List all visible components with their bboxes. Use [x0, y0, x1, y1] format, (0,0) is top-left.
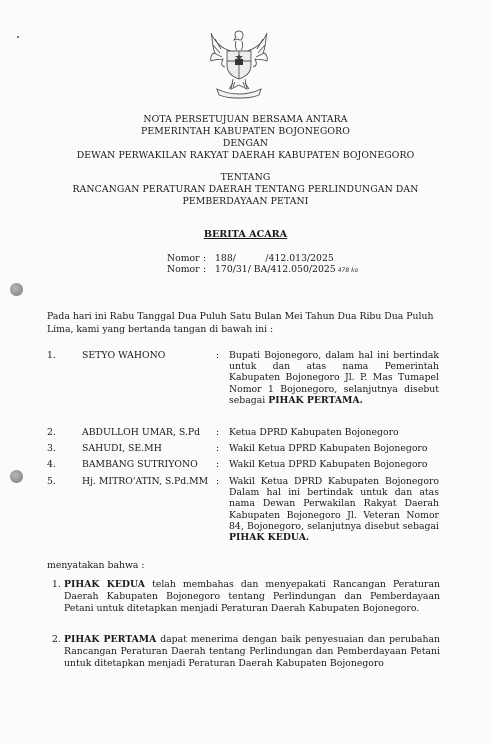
nomor-label: Nomor: [167, 264, 200, 275]
berita-acara-heading: BERITA ACARA: [203, 229, 288, 240]
party-description: Wakil Ketua DPRD Kabupaten Bojonegoro: [229, 459, 428, 470]
party-number: 2.: [47, 427, 56, 438]
party-description: Wakil Ketua DPRD Kabupaten Bojonegoro Dalam hal ini bertindak untuk dan atas nama Dewan Perwakilan Rakyat Daerah Kabupaten Bojonegoro Jl. Veteran Nomor 84, Bojonegoro, selanjutnya disebut sebagai PIHAK KEDUA.: [229, 476, 439, 544]
document-page: NOTA PERSETUJUAN BERSAMA ANTARA PEMERINTAH KABUPATEN BOJONEGORO DENGAN DEWAN PERWAKILAN RAKYAT DAERAH KABUPATEN BOJONEGORO TENTANG RANCANGAN PERATURAN DAERAH TENTANG PERLINDUNGAN DAN PEMBERDAYAAN PETANI BERITA ACARA Nomor : 188/ /412.013/2025 Nomor : 170/31/ BA/412.050/2025 478 ko Pada hari ini Rabu Tanggal Dua Puluh Satu Bulan Mei Tahun Dua Ribu Dua Puluh Lima, kami yang bertanda tangan di bawah ini : 1. SETYO WAHONO : Bupati Bojonegoro, dalam hal ini bertindak untuk dan atas nama Pemerintah Kabupaten Bojonegoro Jl. P. Mas Tumapel Nomor 1 Bojonegoro, selanjutnya disebut sebagai PIHAK PERTAMA. 2. ABDULLOH UMAR, S.Pd : Ketua DPRD Kabupaten Bojonegoro 3. SAHUDI, SE.MH : Wakil Ketua DPRD Kabupaten Bojonegoro 4. BAMBANG SUTRIYONO : Wakil Ketua DPRD Kabupaten Bojonegoro 5. Hj. MITRO'ATIN, S.Pd.MM : Wakil Ketua DPRD Kabupaten Bojonegoro Dalam hal ini bertindak untuk dan atas nama Dewan Perwakilan Rakyat Daerah Kabupaten Bojonegoro Jl. Veteran Nomor 84, Bojonegoro, selanjutnya disebut sebagai PIHAK KEDUA. menyatakan bahwa : 1. PIHAK KEDUA telah membahas dan menyepakati Rancangan Peraturan Daerah Kabupaten Bojonegoro tentang Perlindungan dan Pemberdayaan Petani untuk ditetapkan menjadi Peraturan Daerah Kabupaten Bojonegoro. 2. PIHAK PERTAMA dapat menerima dengan baik penyesuaian dan perubahan Rancangan Peraturan Daerah tentang Perlindungan dan Pemberdayaan Petani untuk ditetapkan menjadi Peraturan Daerah Kabupaten Bojonegoro: [0, 0, 491, 744]
party-name: BAMBANG SUTRIYONO: [82, 459, 198, 470]
item-party: PIHAK PERTAMA: [64, 634, 157, 645]
item-party: PIHAK KEDUA: [64, 579, 146, 590]
title-line-6: RANCANGAN PERATURAN DAERAH TENTANG PERLINDUNGAN DAN: [72, 184, 419, 195]
title-line-1: NOTA PERSETUJUAN BERSAMA ANTARA: [143, 114, 348, 125]
item-text: PIHAK PERTAMA dapat menerima dengan baik penyesuaian dan perubahan Rancangan Peraturan Daerah tentang Perlindungan dan Pemberdayaan Petani untuk ditetapkan menjadi Peraturan Daerah Kabupaten Bojonegoro: [64, 634, 440, 670]
party-description: Ketua DPRD Kabupaten Bojonegoro: [229, 427, 399, 438]
punch-hole-bottom: [10, 470, 23, 483]
title-line-3: DENGAN: [222, 138, 269, 149]
title-line-7: PEMBERDAYAAN PETANI: [182, 196, 309, 207]
party-description: Bupati Bojonegoro, dalam hal ini bertindak untuk dan atas nama Pemerintah Kabupaten Bojonegoro Jl. P. Mas Tumapel Nomor 1 Bojonegoro, selanjutnya disebut sebagai PIHAK PERTAMA.: [229, 350, 439, 406]
party-name: ABDULLOH UMAR, S.Pd: [82, 427, 201, 438]
punch-hole-top: [10, 283, 23, 296]
party-number: 3.: [47, 443, 56, 454]
nomor-line-2: Nomor : 170/31/ BA/412.050/2025 478 ko: [167, 264, 359, 275]
party-name: SETYO WAHONO: [82, 350, 166, 361]
declaration-line: menyatakan bahwa :: [47, 560, 145, 571]
paper-speck: [17, 36, 19, 38]
party-name: SAHUDI, SE.MH: [82, 443, 162, 454]
nomor-value: 188/ /412.013/2025: [215, 253, 334, 264]
title-line-5: TENTANG: [220, 172, 271, 183]
party-number: 4.: [47, 459, 56, 470]
party-number: 5.: [47, 476, 56, 487]
item-number: 1.: [52, 579, 61, 590]
party-name: Hj. MITRO'ATIN, S.Pd.MM: [82, 476, 209, 487]
party-description: Wakil Ketua DPRD Kabupaten Bojonegoro: [229, 443, 428, 454]
party-role: PIHAK PERTAMA.: [268, 394, 363, 406]
garuda-emblem-icon: [205, 27, 273, 99]
item-text: PIHAK KEDUA telah membahas dan menyepakati Rancangan Peraturan Daerah Kabupaten Bojonegoro tentang Perlindungan dan Pemberdayaan Petani untuk ditetapkan menjadi Peraturan Daerah Kabupaten Bojonegoro.: [64, 579, 440, 615]
nomor-label: Nomor: [167, 253, 200, 264]
handwritten-number: 478 ko: [337, 267, 359, 274]
party-role: PIHAK KEDUA.: [229, 532, 310, 544]
nomor-line-1: Nomor : 188/ /412.013/2025: [167, 253, 334, 264]
title-line-4: DEWAN PERWAKILAN RAKYAT DAERAH KABUPATEN BOJONEGORO: [76, 150, 415, 161]
nomor-value: 170/31/ BA/412.050/2025: [215, 264, 336, 275]
title-line-2: PEMERINTAH KABUPATEN BOJONEGORO: [141, 126, 350, 137]
party-number: 1.: [47, 350, 56, 361]
opening-paragraph: Pada hari ini Rabu Tanggal Dua Puluh Satu Bulan Mei Tahun Dua Ribu Dua Puluh Lima, kami yang bertanda tangan di bawah ini :: [47, 311, 434, 335]
item-number: 2.: [52, 634, 61, 645]
